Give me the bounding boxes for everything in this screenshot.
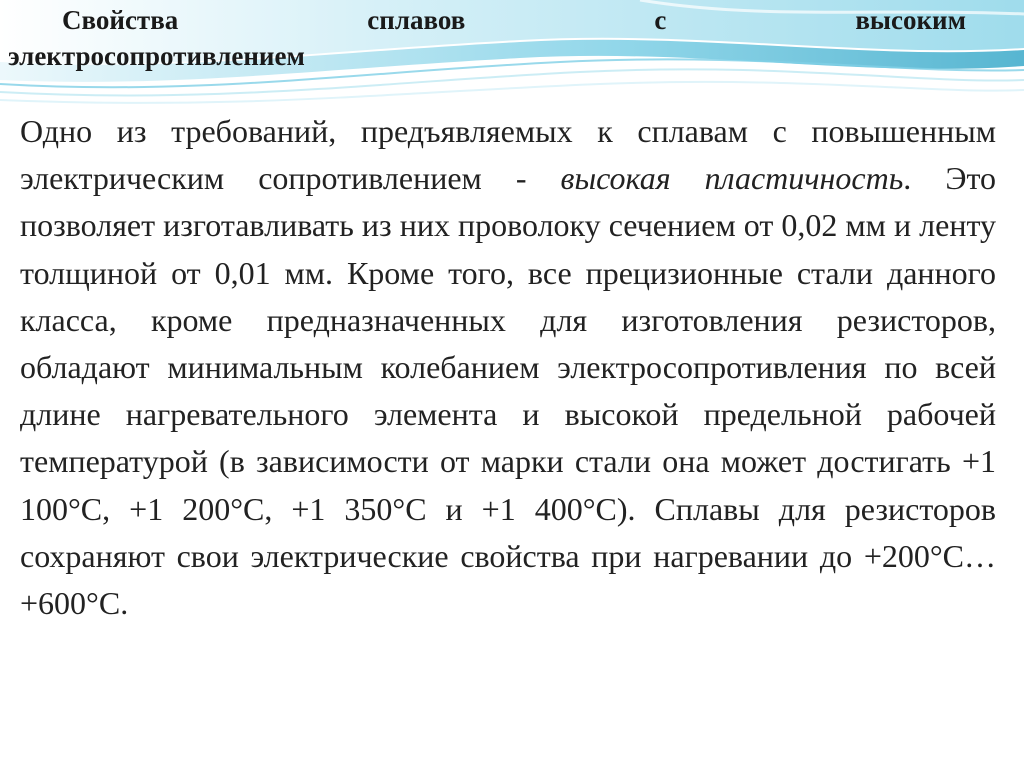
title-word: высоким (855, 5, 966, 35)
title-word: сплавов (367, 5, 466, 35)
title-word: с (654, 5, 667, 35)
slide-title (8, 2, 966, 74)
body-text-part-2: . Это позволяет изготавливать из них проволоку сечением от 0,02 мм и ленту толщиной от 0,01 мм. Кроме того, все прецизионные стали данного класса, кроме предназначенных для изготовления резисторов, обладают минимальным колебанием электросопротивления по всей длине нагревательного элемента и высокой предельной рабочей температурой (в зависимости от марки стали она может достигать +1 100°С, +1 200°С, +1 350°С и +1 400°С). Сплавы для резисторов сохраняют свои электрические свойства при нагревании до +200°С…+600°С. (20, 160, 997, 622)
body-text-part-1: Одно из требований, предъявляемых к сплавам с повышенным электрическим сопротивлением - (20, 113, 996, 197)
title-line-2: электросопротивлением (8, 41, 305, 71)
title-word: Свойства (62, 5, 179, 35)
body-emphasis: высокая пластичность (560, 160, 904, 197)
title-line-1 (8, 2, 966, 38)
body-paragraph (20, 108, 996, 627)
